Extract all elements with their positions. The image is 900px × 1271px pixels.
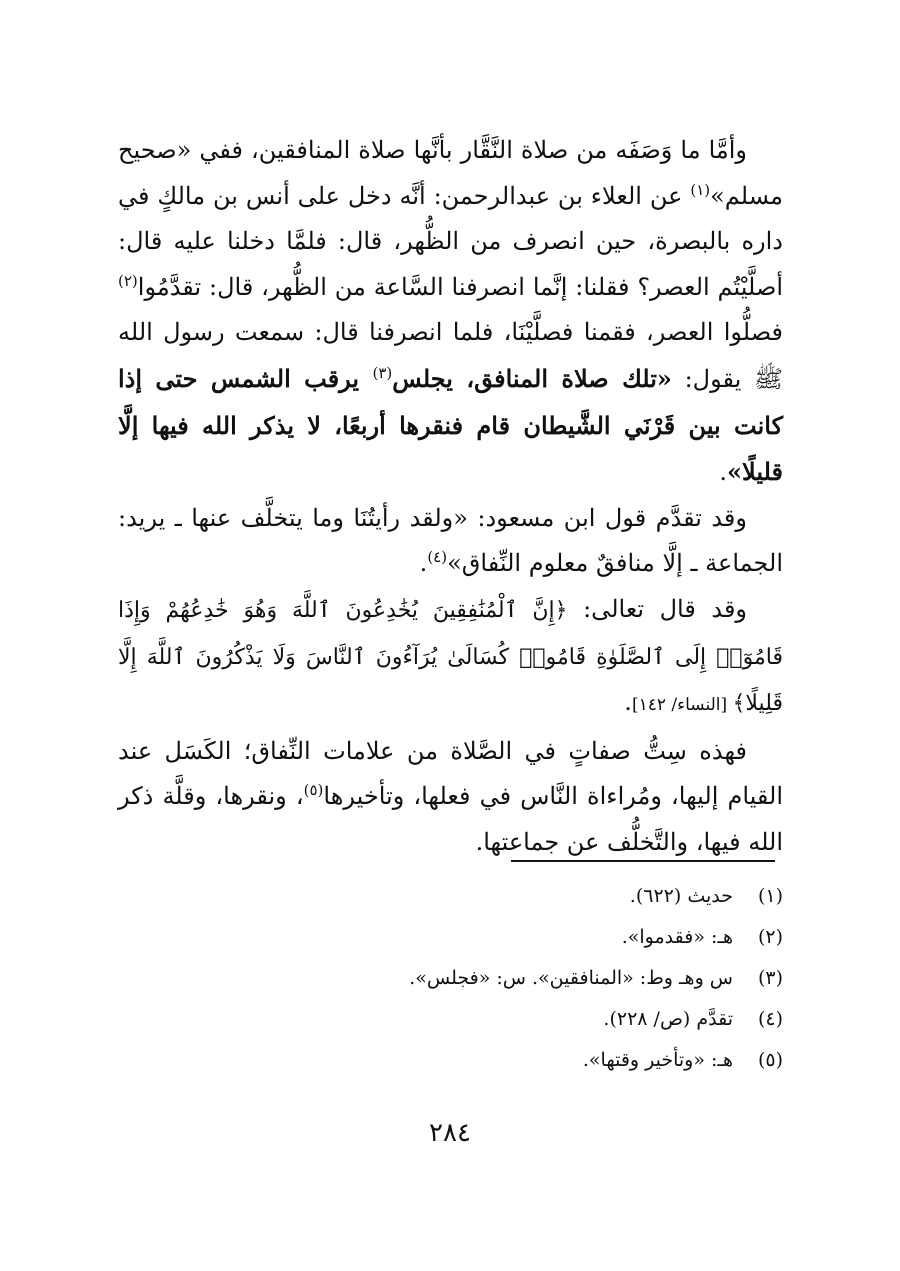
p2-text: وقد تقدَّم قول ابن مسعود: «ولقد رأيتُنَا وما يتخلَّف عنها ـ يريد: الجماعة ـ إلَّا منافقٌ معلوم النِّفاق» xyxy=(118,503,783,578)
p2-end: . xyxy=(419,549,428,578)
paragraph-3 xyxy=(118,587,783,729)
hadith-quote-a: «تلك صلاة المنافق، يجلس xyxy=(392,363,672,393)
p1-text-b: عن العلاء بن عبدالرحمن: أنَّه دخل على أنس بن مالكٍ في داره بالبصرة، حين انصرف من الظُّهر، قال: فلمَّا دخلنا عليه قال: أصلَّيْتُم العصر؟ فقلنا: إنَّما انصرفنا السَّاعة من الظُّهر، قال: تقدَّمُوا xyxy=(118,181,783,301)
footnote-number: (١) xyxy=(757,885,783,907)
footnote-text: حديث (٦٢٢). xyxy=(629,885,733,907)
paragraph-2 xyxy=(118,496,783,587)
footnote-text: هـ: «فقدموا». xyxy=(621,926,733,948)
hadith-quote-b: يرقب الشمس حتى إذا كانت بين قَرْنَي الشَّيطان قام فنقرها أربعًا، لا يذكر الله فيها إلَّا قليلًا» xyxy=(118,363,783,487)
paragraph-1 xyxy=(118,128,783,496)
footnote-5 xyxy=(118,1040,783,1081)
footnote-text: هـ: «وتأخير وقتها». xyxy=(582,1049,733,1071)
p1-text-a: وأمَّا ما وَصَفَه من صلاة النَّقَّار بأنَّها صلاة المنافقين، ففي «صحيح مسلم» xyxy=(118,136,783,210)
footnote-divider xyxy=(511,860,775,862)
verse-reference: [النساء/ ١٤٢] xyxy=(631,695,733,716)
p1-end: . xyxy=(719,458,728,487)
footnote-number: (٤) xyxy=(757,1008,783,1030)
footnote-ref-2[interactable]: (٢) xyxy=(118,271,138,290)
quran-verse: ﴿إِنَّ ٱلْمُنَٰفِقِينَ يُخَٰدِعُونَ ٱللَّهَ وَهُوَ خَٰدِعُهُمْ وَإِذَا قَامُوٓا۟ إِلَى ٱلصَّلَوٰةِ قَامُوا۟ كُسَالَىٰ يُرَآءُونَ ٱلنَّاسَ وَلَا يَذْكُرُونَ ٱللَّهَ إِلَّا قَلِيلًا﴾ xyxy=(118,597,783,717)
footnote-number: (٣) xyxy=(757,967,783,989)
main-text xyxy=(118,128,783,866)
p4-text-a: فهذه سِتُّ صفاتٍ في الصَّلاة من علامات النِّفاق؛ الكَسَل عند القيام إليها، ومُراءاة النَّاس في فعلها، وتأخيرها xyxy=(118,736,783,811)
footnote-2 xyxy=(118,917,783,958)
footnote-ref-5[interactable]: (٥) xyxy=(303,781,324,800)
footnotes xyxy=(118,876,783,1081)
p4-text-b: ، ونقرها، وقلَّة ذكر الله فيها، والتَّخلُّف عن جماعتها. xyxy=(118,782,783,856)
footnote-number: (٢) xyxy=(757,926,783,948)
footnote-1 xyxy=(118,876,783,917)
footnote-text: تقدَّم (ص/ ٢٢٨). xyxy=(603,1008,733,1030)
page-number: ٢٨٤ xyxy=(429,1118,471,1148)
footnote-3 xyxy=(118,958,783,999)
p3-text-a: وقد قال تعالى: xyxy=(567,594,748,623)
footnote-ref-3[interactable]: (٣) xyxy=(372,363,393,382)
p3-end: . xyxy=(624,688,632,717)
footnote-ref-1[interactable]: (١) xyxy=(690,180,711,199)
footnote-ref-4[interactable]: (٤) xyxy=(427,548,448,567)
p1-text-c: فصلُّوا العصر، فقمنا فصلَّيْنَا، فلما انصرفنا قال: سمعت رسول الله ﷺ يقول: xyxy=(118,318,783,393)
footnote-4 xyxy=(118,999,783,1040)
footnote-number: (٥) xyxy=(757,1049,783,1071)
paragraph-4 xyxy=(118,729,783,866)
footnote-text: س وهـ وط: «المنافقين». س: «فجلس». xyxy=(409,967,733,989)
